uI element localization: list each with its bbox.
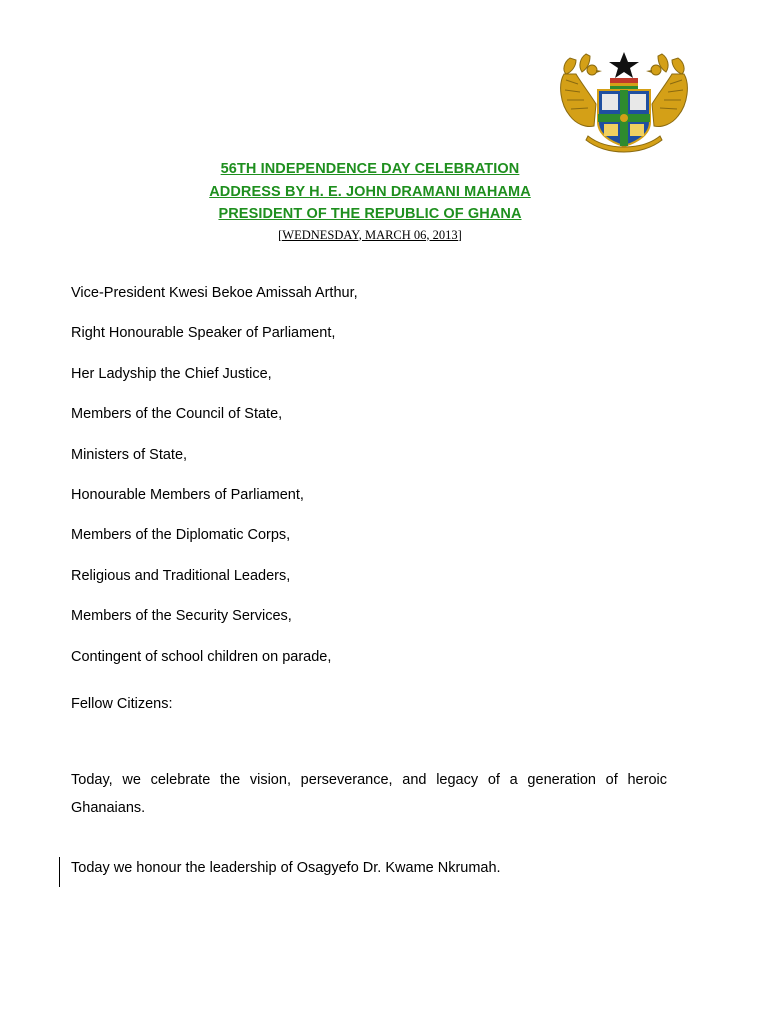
coat-of-arms-emblem: [556, 44, 692, 156]
speech-date: [WEDNESDAY, MARCH 06, 2013]: [278, 227, 462, 242]
salutation-item: Her Ladyship the Chief Justice,: [71, 365, 272, 382]
revision-change-bar: [59, 857, 60, 887]
document-title-block: [0, 158, 740, 244]
salutation-item: Members of the Security Services,: [71, 608, 292, 625]
salutations-list: [71, 281, 691, 685]
salutation-item: Religious and Traditional Leaders,: [71, 567, 291, 584]
left-eagle-icon: [561, 54, 602, 127]
title-line-2: ADDRESS BY H. E. JOHN DRAMANI MAHAMA: [209, 183, 531, 200]
body-paragraph-1: Today, we celebrate the vision, perseverance, and legacy of a generation of heroic Ghanaians.: [71, 772, 667, 816]
salutation-item: Members of the Council of State,: [71, 406, 283, 423]
title-line-3: PRESIDENT OF THE REPUBLIC OF GHANA: [218, 206, 522, 222]
greeting: Fellow Citizens:: [71, 696, 173, 712]
salutation-item: Ministers of State,: [71, 446, 188, 463]
salutation-item: Vice-President Kwesi Bekoe Amissah Arthur,: [71, 285, 358, 301]
salutation-item: Contingent of school children on parade,: [71, 648, 332, 665]
title-line-1: 56TH INDEPENDENCE DAY CELEBRATION: [220, 161, 520, 177]
black-star-icon: [609, 52, 639, 89]
salutation-item: Members of the Diplomatic Corps,: [71, 527, 291, 544]
body-paragraph-2: Today we honour the leadership of Osagyefo Dr. Kwame Nkrumah.: [71, 860, 501, 876]
shield-icon: [598, 90, 650, 146]
salutation-item: Right Honourable Speaker of Parliament,: [71, 325, 336, 342]
salutation-item: Honourable Members of Parliament,: [71, 486, 304, 503]
right-eagle-icon: [646, 54, 687, 127]
